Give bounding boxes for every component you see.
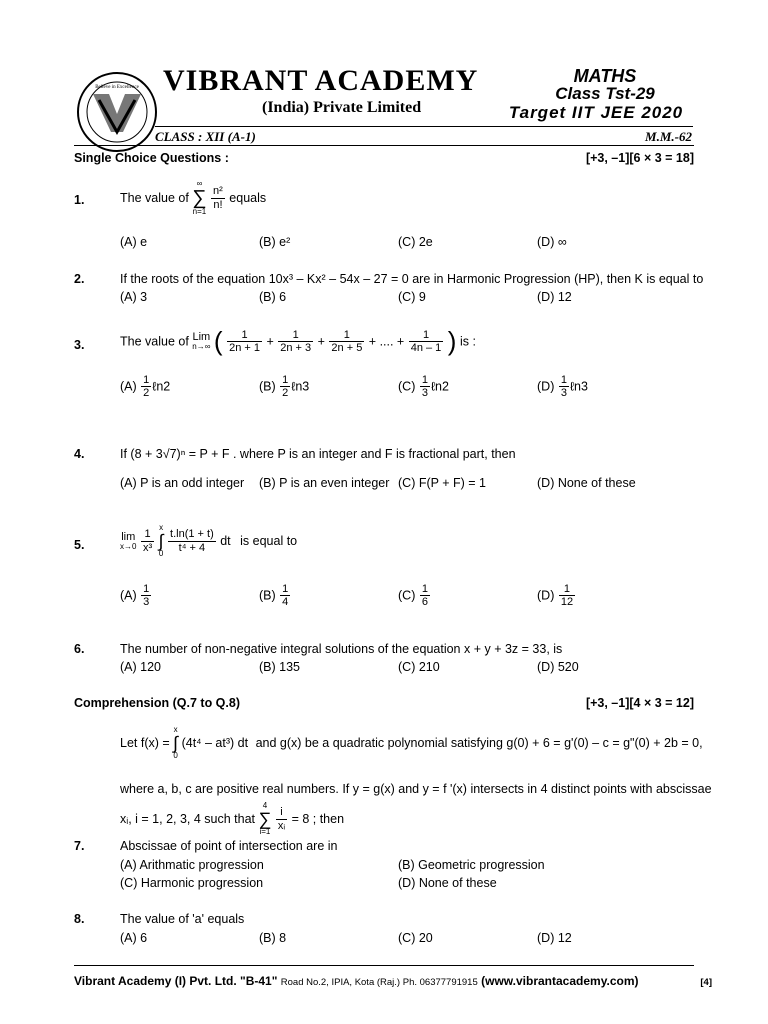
option-b[interactable]: (B) 135 xyxy=(259,660,300,674)
question-number: 2. xyxy=(74,272,85,286)
brand-name: VIBRANT ACADEMY xyxy=(163,64,479,97)
option-a[interactable]: (A) Arithmatic progression xyxy=(120,858,264,872)
option-c[interactable]: (C) $\frac{1}{3}$ ℓn2 xyxy=(398,374,449,400)
option-a[interactable]: (A) P is an odd integer xyxy=(120,476,245,490)
question-number: 6. xyxy=(74,642,85,656)
page-number: [4] xyxy=(700,977,712,988)
question-number: 8. xyxy=(74,912,85,926)
option-c[interactable]: (C) F(P + F) = 1 xyxy=(398,476,486,490)
option-a[interactable]: (A) e xyxy=(120,235,148,249)
option-d[interactable]: (D) 12 xyxy=(537,290,572,304)
website-link[interactable]: (www.vibrantacademy.com) xyxy=(481,974,639,988)
option-a[interactable]: (A) $\frac{1}{3}$ xyxy=(120,583,150,609)
option-d[interactable]: (D) 520 xyxy=(537,660,579,674)
question-number: 4. xyxy=(74,447,85,461)
comprehension-line-2: where a, b, c are positive real numbers. If y = g(x) and y = f '(x) intersects in 4 distinct points with abscissae xyxy=(120,782,712,796)
option-a[interactable]: (A) 120 xyxy=(120,660,161,674)
question-number: 5. xyxy=(74,538,85,552)
test-name: Class Tst-29 xyxy=(555,84,655,103)
question-8-text: The value of 'a' equals xyxy=(120,912,245,926)
question-4-text: If (8 + 3√7)ⁿ = P + F . where P is an integer and F is fractional part, then xyxy=(120,447,516,461)
footer-text: Vibrant Academy (I) Pvt. Ltd. "B-41" Road No.2, IPIA, Kota (Raj.) Ph. 06377791915 (www.vibrantacademy.com) xyxy=(74,974,639,988)
comprehension-line-1: Let f(x) = x ∫ 0 (4t⁴ – at³) dt and g(x) be a quadratic polynomial satisfying g(0) + 6 = g'(0) – c = g"(0) + 2b = 0, xyxy=(120,725,703,760)
option-b[interactable]: (B) $\frac{1}{2}$ ℓn3 xyxy=(259,374,310,400)
header-divider xyxy=(155,126,693,127)
option-d[interactable]: (D) 12 xyxy=(537,931,572,945)
question-number: 1. xyxy=(74,193,85,207)
question-number: 7. xyxy=(74,839,85,853)
option-b[interactable]: (B) 8 xyxy=(259,931,287,945)
max-marks: M.M.-62 xyxy=(645,129,692,144)
option-c[interactable]: (C) 2e xyxy=(398,235,433,249)
question-6-text: The number of non-negative integral solutions of the equation x + y + 3z = 33, is xyxy=(120,642,563,656)
class-label: CLASS : XII (A-1) xyxy=(155,129,256,144)
option-a[interactable]: (A) 3 xyxy=(120,290,148,304)
question-1-text: The value of ∞ ∑ n=1 $\frac{\text{n²}}{n!}$ equals xyxy=(120,179,267,216)
target-exam: Target IIT JEE 2020 xyxy=(508,103,684,122)
option-d[interactable]: (D) None of these xyxy=(537,476,636,490)
option-c[interactable]: (C) $\frac{1}{6}$ xyxy=(398,583,428,609)
option-c[interactable]: (C) Harmonic progression xyxy=(120,876,264,890)
option-a[interactable]: (A) 6 xyxy=(120,931,148,945)
logo-v-icon xyxy=(79,74,155,150)
option-b[interactable]: (B) 6 xyxy=(259,290,287,304)
header-divider-2 xyxy=(74,145,694,146)
option-a[interactable]: (A) $\frac{1}{2}$ ℓn2 xyxy=(120,374,171,400)
comprehension-line-3: xᵢ, i = 1, 2, 3, 4 such that 4 ∑ i=1 $\frac{i}{\text{xᵢ}}$ = 8 ; then xyxy=(120,801,345,836)
option-d[interactable]: (D) $\frac{1}{3}$ ℓn3 xyxy=(537,374,588,400)
option-b[interactable]: (B) Geometric progression xyxy=(398,858,545,872)
option-c[interactable]: (C) 210 xyxy=(398,660,440,674)
section-marks-comprehension: [+3, –1][4 × 3 = 12] xyxy=(585,696,694,710)
option-d[interactable]: (D) None of these xyxy=(398,876,497,890)
section-title-comprehension: Comprehension (Q.7 to Q.8) xyxy=(74,696,240,710)
brand-subtitle: (India) Private Limited xyxy=(262,99,422,116)
subject-title: MATHS xyxy=(573,66,637,86)
question-number: 3. xyxy=(74,338,85,352)
option-b[interactable]: (B) e² xyxy=(259,235,291,249)
question-2-text: If the roots of the equation 10x³ – Kx² – 54x – 27 = 0 are in Harmonic Progression (HP), then K is equal to xyxy=(120,272,704,286)
question-5-text: lim x→0 $\frac{1}{\text{x³}}$ x ∫ 0 $\frac{t.\ln(1 + t)}{\text{t⁴ + 4}}$ dt is equal to xyxy=(120,523,298,558)
option-c[interactable]: (C) 9 xyxy=(398,290,426,304)
option-b[interactable]: (B) P is an even integer xyxy=(259,476,390,490)
question-7-text: Abscissae of point of intersection are in xyxy=(120,839,338,853)
question-3-text: The value of Lim n→∞ ( $\frac{1}{2n + 1}$ + $\frac{1}{2n + 3}$ + $\frac{1}{2n + 5}$ + .... + $\frac{1}{4n - 1}$ ) is : xyxy=(120,326,476,356)
option-c[interactable]: (C) 20 xyxy=(398,931,433,945)
footer-divider xyxy=(74,965,694,966)
option-b[interactable]: (B) $\frac{1}{4}$ xyxy=(259,583,289,609)
option-d[interactable]: (D) ∞ xyxy=(537,235,567,249)
section-marks-single: [+3, –1][6 × 3 = 18] xyxy=(585,151,694,165)
section-title-single: Single Choice Questions : xyxy=(74,151,229,165)
option-d[interactable]: (D) $\frac{1}{12}$ xyxy=(537,583,574,609)
academy-logo xyxy=(77,72,157,152)
svg-text:Believe in Excellence: Believe in Excellence xyxy=(95,85,139,90)
